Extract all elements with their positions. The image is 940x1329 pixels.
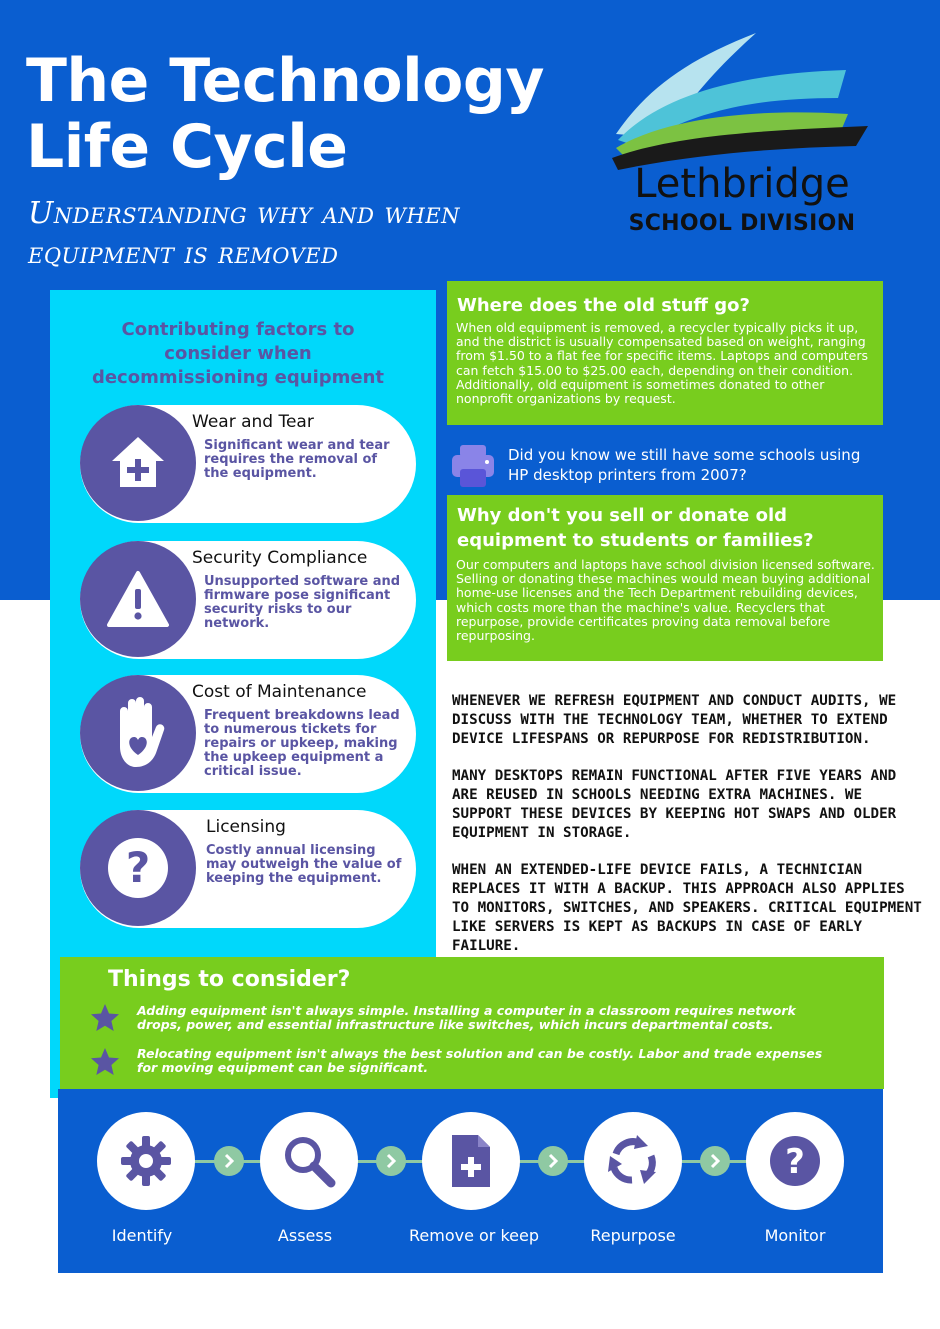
factor-licensing	[80, 810, 416, 928]
step-monitor	[746, 1112, 844, 1210]
hand-heart-icon	[80, 675, 196, 791]
why-box	[447, 495, 883, 661]
chevron-right-icon	[538, 1146, 568, 1176]
svg-text:?: ?	[125, 843, 151, 892]
factor-wear-and-tear	[80, 405, 416, 523]
step-label: Monitor	[764, 1226, 826, 1245]
page-title: The Technology Life Cycle	[26, 46, 544, 182]
step-repurpose	[584, 1112, 682, 1210]
gear-icon	[119, 1134, 173, 1188]
paragraph: WHENEVER WE REFRESH EQUIPMENT AND CONDUCT AUDITS, WE DISCUSS WITH THE TECHNOLOGY TEAM, WHETHER TO EXTEND DEVICE LIFESPANS OR REPURPOSE FOR REDISTRIBUTION.	[452, 693, 897, 747]
did-you-know-text: Did you know we still have some schools using HP desktop printers from 2007?	[508, 446, 861, 484]
question-icon	[80, 810, 196, 926]
factor-title: Security Compliance	[192, 548, 368, 568]
page-subtitle: Understanding why and when equipment is removed	[28, 196, 461, 271]
factor-title: Cost of Maintenance	[192, 682, 367, 702]
factors-heading: Contributing factors to consider when decommissioning equipment	[91, 319, 385, 388]
factor-cost-of-maintenance	[80, 675, 416, 793]
logo-wordmark: Lethbridge	[634, 161, 850, 207]
warning-icon	[80, 541, 196, 657]
why-body: Our computers and laptops have school division licensed software. Selling or donating these machines would mean buying additional home-use licenses and the Tech Department rebuilding devices, which costs more than the machine's value. Recyclers that repurpose, provide certificates proving data removal before repurposing.	[456, 557, 875, 644]
step-label: Identify	[111, 1226, 173, 1245]
paragraph: WHEN AN EXTENDED-LIFE DEVICE FAILS, A TECHNICIAN REPLACES IT WITH A BACKUP. THIS APPROACH ALSO APPLIES TO MONITORS, SWITCHES, AND SPEAKERS. CRITICAL EQUIPMENT LIKE SERVERS IS KEPT AS BACKUPS IN CASE OF EARLY FAILURE.	[452, 862, 922, 954]
where-body: When old equipment is removed, a recycler typically picks it up, and the district is usually compensated based on weight, ranging from $1.50 to a flat fee for specific items. Laptops and computers can fetch $15.00 to $25.00 each, depending on their condition. Additionally, old equipment is sometimes donated to other nonprofit organizations by request.	[456, 320, 869, 407]
svg-text:?: ?	[785, 1142, 805, 1182]
factor-description: Frequent breakdowns lead to numerous tickets for repairs or upkeep, making the upkeep equipment a critical issue.	[204, 708, 400, 779]
factor-title: Wear and Tear	[192, 412, 314, 432]
factor-description: Costly annual licensing may outweigh the value of keeping the equipment.	[206, 843, 402, 886]
things-item: Adding equipment isn't always simple. Installing a computer in a classroom requires network drops, power, and essential infrastructure like switches, which incurs departmental costs.	[137, 1003, 796, 1032]
star-icon	[90, 1047, 120, 1077]
question-icon	[768, 1134, 822, 1188]
where-box	[447, 281, 883, 425]
step-assess	[260, 1112, 358, 1210]
step-remove-or-keep	[422, 1112, 520, 1210]
step-label: Remove or keep	[408, 1226, 539, 1245]
star-icon	[90, 1003, 120, 1033]
step-identify	[97, 1112, 195, 1210]
factor-description: Significant wear and tear requires the removal of the equipment.	[204, 438, 390, 481]
refresh-paragraphs	[452, 692, 922, 974]
paragraph: MANY DESKTOPS REMAIN FUNCTIONAL AFTER FIVE YEARS AND ARE REUSED IN SCHOOLS NEEDING EXTRA MACHINES. WE SUPPORT THESE DEVICES BY KEEPING HOT SWAPS AND OLDER EQUIPMENT IN STORAGE.	[452, 768, 897, 841]
where-heading: Where does the old stuff go?	[457, 295, 750, 316]
logo-subtext: SCHOOL DIVISION	[628, 211, 856, 236]
house-plus-icon	[80, 405, 196, 521]
factor-description: Unsupported software and firmware pose significant security risks to our network.	[204, 574, 401, 631]
things-item: Relocating equipment isn't always the best solution and can be costly. Labor and trade expenses for moving equipment can be significant.	[137, 1046, 823, 1075]
chevron-right-icon	[700, 1146, 730, 1176]
factor-title: Licensing	[206, 817, 286, 837]
things-heading: Things to consider?	[108, 967, 351, 992]
recycle-arrows-icon	[604, 1132, 662, 1190]
chevron-right-icon	[376, 1146, 406, 1176]
step-label: Assess	[277, 1226, 333, 1245]
why-heading: Why don't you sell or donate old equipment to students or families?	[457, 505, 814, 551]
document-plus-icon	[448, 1133, 494, 1189]
step-label: Repurpose	[590, 1226, 676, 1245]
printer-icon	[450, 443, 496, 489]
things-box	[60, 957, 884, 1089]
magnifier-icon	[281, 1133, 337, 1189]
factor-security-compliance	[80, 541, 416, 659]
chevron-right-icon	[214, 1146, 244, 1176]
